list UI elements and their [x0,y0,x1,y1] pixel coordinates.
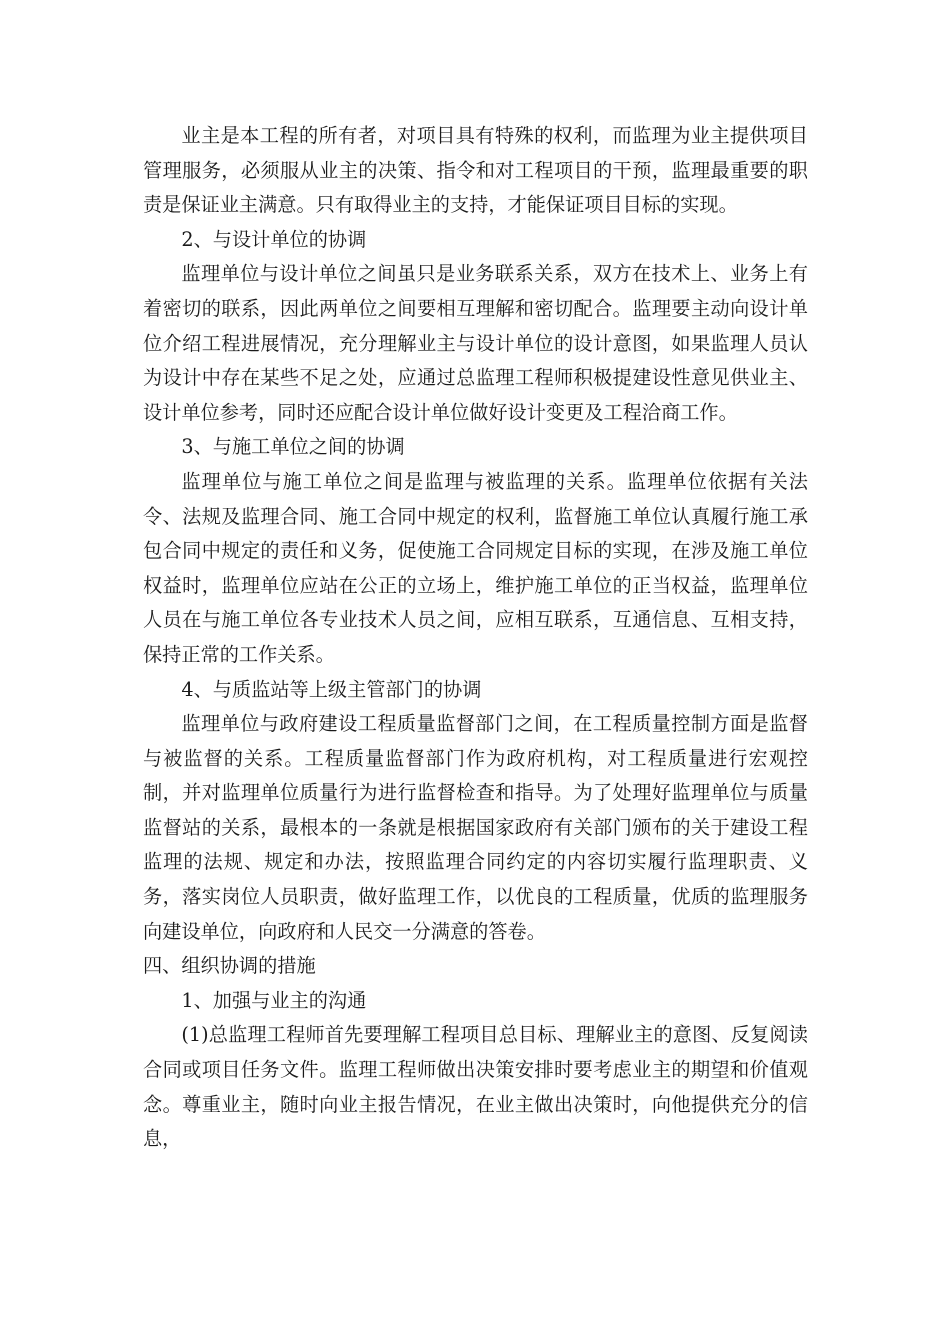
document-body [143,119,808,1157]
subheading-construction-unit-coordination: 3、与施工单位之间的协调 [181,435,405,459]
section-heading-coordination-measures: 四、组织协调的措施 [143,954,316,978]
paragraph-quality-supervision: 监理单位与政府建设工程质量监督部门之间，在工程质量控制方面是监督与被监督的关系。工程质量监督部门作为政府机构，对工程质量进行宏观控制，并对监理单位质量行为进行监督检查和指导。为了处理好监理单位与质量监督站的关系，最根本的一条就是根据国家政府有关部门颁布的关于建设工程监理的法规、规定和办法，按照监理合同约定的内容切实履行监理职责、义务，落实岗位人员职责，做好监理工作，以优良的工程质量，优质的监理服务向建设单位，向政府和人民交一分满意的答卷。 [143,712,808,943]
subheading-owner-communication: 1、加强与业主的沟通 [181,988,367,1012]
paragraph-owner-communication: (1)总监理工程师首先要理解工程项目总目标、理解业主的意图、反复阅读合同或项目任务文件。监理工程师做出决策安排时要考虑业主的期望和价值观念。尊重业主，随时向业主报告情况，在业主做出决策时，向他提供充分的信息， [143,1023,808,1151]
subheading-design-unit-coordination: 2、与设计单位的协调 [181,227,367,251]
subheading-quality-supervision-coordination: 4、与质监站等上级主管部门的协调 [181,677,482,701]
paragraph-construction-unit: 监理单位与施工单位之间是监理与被监理的关系。监理单位依据有关法令、法规及监理合同、施工合同中规定的权利，监督施工单位认真履行施工承包合同中规定的责任和义务，促使施工合同规定目标的实现，在涉及施工单位权益时，监理单位应站在公正的立场上，维护施工单位的正当权益，监理单位人员在与施工单位各专业技术人员之间，应相互联系，互通信息、互相支持，保持正常的工作关系。 [143,469,808,666]
paragraph-owner-relationship: 业主是本工程的所有者，对项目具有特殊的权利，而监理为业主提供项目管理服务，必须服从业主的决策、指令和对工程项目的干预，监理最重要的职责是保证业主满意。只有取得业主的支持，才能保证项目目标的实现。 [143,124,808,217]
paragraph-design-unit: 监理单位与设计单位之间虽只是业务联系关系，双方在技术上、业务上有着密切的联系，因此两单位之间要相互理解和密切配合。监理要主动向设计单位介绍工程进展情况，充分理解业主与设计单位的设计意图，如果监理人员认为设计中存在某些不足之处，应通过总监理工程师积极提建设性意见供业主、设计单位参考，同时还应配合设计单位做好设计变更及工程洽商工作。 [143,262,808,424]
